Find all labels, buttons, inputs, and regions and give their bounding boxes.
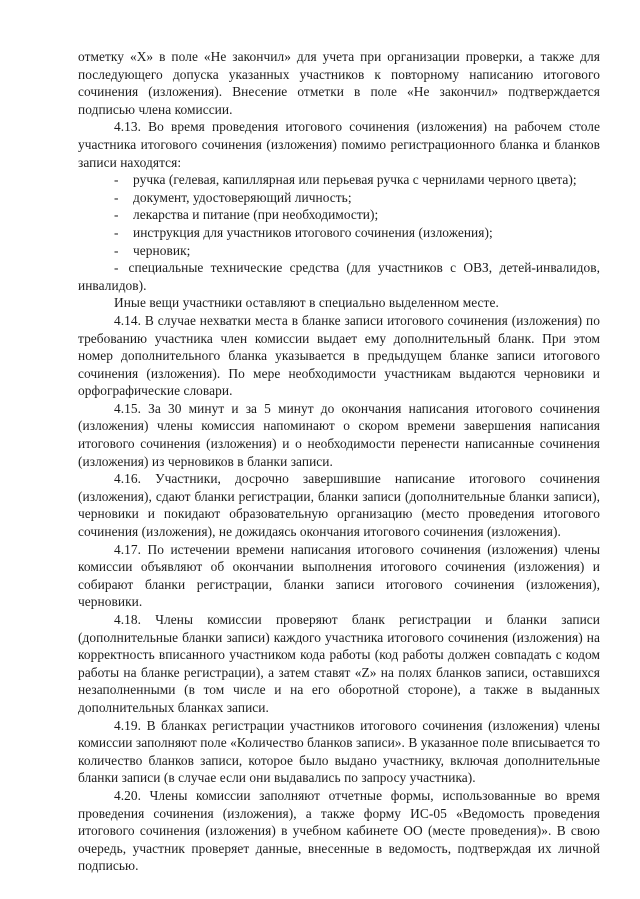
items-list (78, 171, 600, 294)
paragraph-continuation: отметку «Х» в поле «Не закончил» для учета при организации проверки, а также для последующего допуска указанных участников к повторному написанию итогового сочинения (изложения). Внесение отметки в поле «Не закончил» подтверждается подписью члена комиссии. (78, 49, 600, 117)
list-dash: - (114, 189, 119, 205)
paragraph-4-16: 4.16. Участники, досрочно завершившие написание итогового сочинения (изложения), сдают бланки регистрации, бланки записи (дополнительные бланки записи), черновики и покидают образовательную организацию (место проведения итогового сочинения (изложения), не дожидаясь окончания итогового сочинения (изложения). (78, 471, 600, 540)
list-item: - лекарства и питание (при необходимости); (114, 207, 379, 223)
list-item: - документ, удостоверяющий личность; (114, 189, 352, 205)
list-dash: - (114, 172, 119, 188)
paragraph-4-20: 4.20. Члены комиссии заполняют отчетные формы, использованные во время проведения сочинения (изложения), а также форму ИС-05 «Ведомость проведения итогового сочинения (изложения) в учебном кабинете ОО (месте проведения)». В свою очередь, участник проверяет данные, внесенные в ведомость, подтверждая их личной подписью. (78, 787, 600, 874)
document-page (78, 48, 600, 875)
paragraph-4-14: 4.14. В случае нехватки места в бланке записи итогового сочинения (изложения) по требованию участника член комиссии выдает ему дополнительный бланк. При этом номер дополнительного бланка указывается в предыдущем бланке записи итогового сочинения (изложения). По мере необходимости участникам выдаются черновики и орфографические словари. (78, 312, 600, 399)
paragraph-4-13: 4.13. Во время проведения итогового сочинения (изложения) на рабочем столе участника итогового сочинения (изложения) помимо регистрационного бланка и бланков записи находятся: (78, 119, 600, 170)
paragraph-other-items: Иные вещи участники оставляют в специально выделенном месте. (114, 295, 499, 311)
paragraph-4-19: 4.19. В бланках регистрации участников итогового сочинения (изложения) члены комиссии заполняют поле «Количество бланков записи». В указанное поле вписывается то количество бланков записи, которое было выдано участнику, включая дополнительные бланки записи (в случае если они выдавались по запросу участника). (78, 717, 600, 786)
paragraph-4-15: 4.15. За 30 минут и за 5 минут до окончания написания итогового сочинения (изложения) члены комиссия напоминают о скором времени завершения написания итогового сочинения (изложения) и о необходимости перенести написанные сочинения (изложения) из черновиков в бланки записи. (78, 400, 600, 469)
list-dash: - (114, 207, 119, 223)
list-item: - инструкция для участников итогового сочинения (изложения); (114, 224, 493, 240)
list-item: - черновик; (114, 242, 191, 258)
list-dash: - (114, 224, 119, 240)
list-item: - специальные технические средства (для участников с ОВЗ, детей-инвалидов, инвалидов). (78, 260, 600, 293)
list-dash: - (114, 242, 119, 258)
paragraph-4-18: 4.18. Члены комиссии проверяют бланк регистрации и бланки записи (дополнительные бланки записи) каждого участника итогового сочинения (изложения) на корректность вписанного участником кода работы (код работы должен совпадать с кодом работы на бланке регистрации), а затем ставят «Z» на полях бланков записи, оставшихся незаполненными (в том числе и на его оборотной стороне), а также в выданных дополнительных бланках записи. (78, 612, 600, 715)
list-dash: - (114, 260, 119, 276)
paragraph-4-17: 4.17. По истечении времени написания итогового сочинения (изложения) члены комиссии объявляют об окончании выполнения итогового сочинения (изложения) и собирают бланки регистрации, бланки записи итогового сочинения (изложения), черновики. (78, 541, 600, 610)
list-item: - ручка (гелевая, капиллярная или перьевая ручка с чернилами черного цвета); (114, 172, 577, 188)
